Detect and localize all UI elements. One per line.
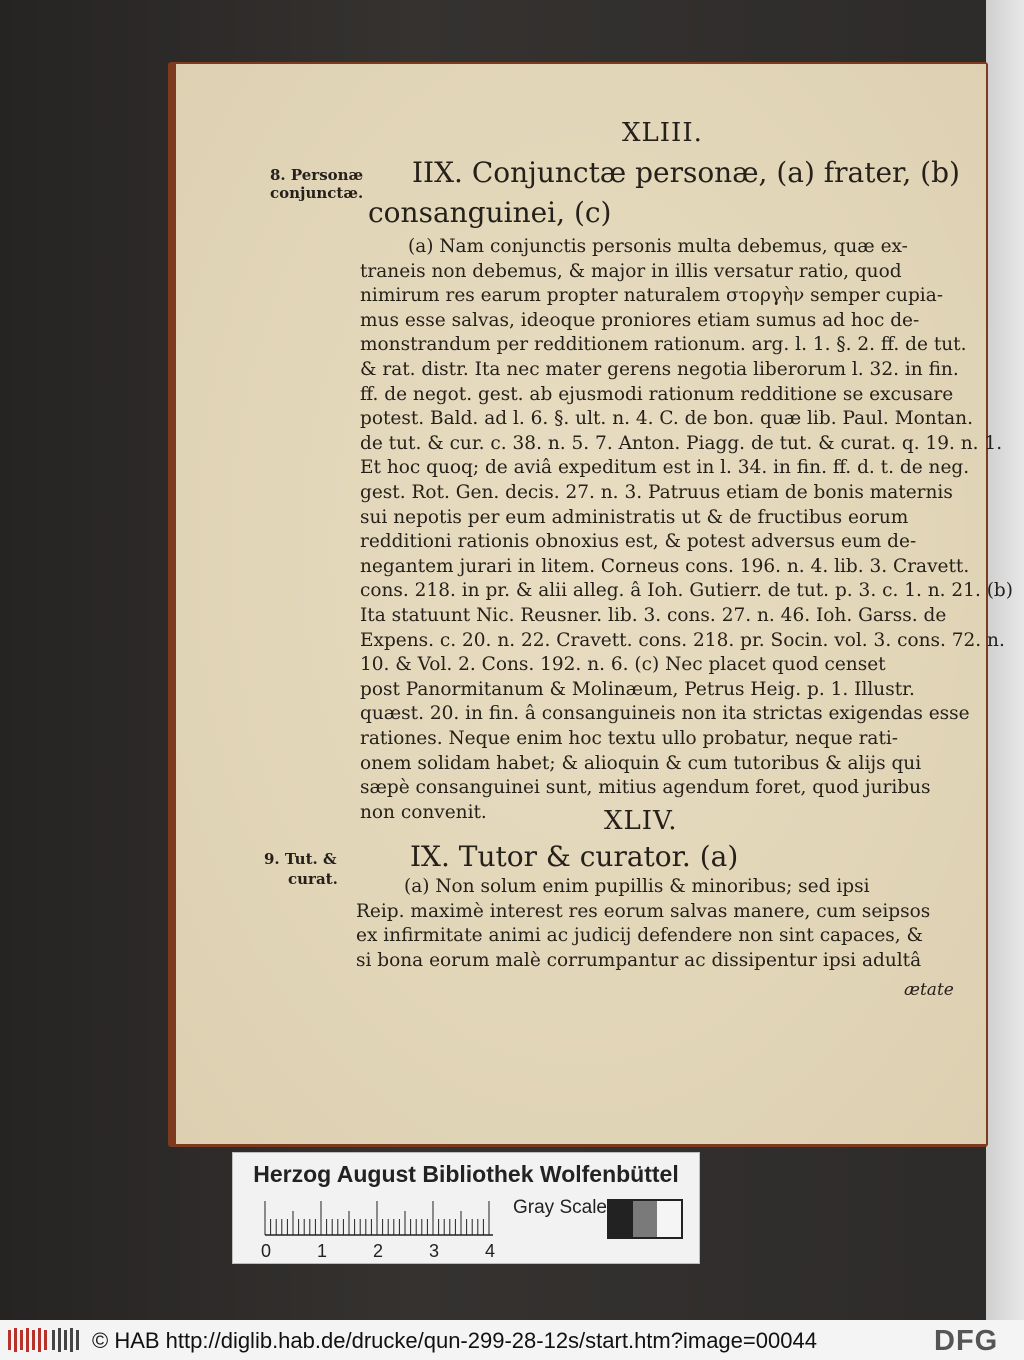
ruler-title: Herzog August Bibliothek Wolfenbüttel xyxy=(253,1161,679,1187)
body-line: potest. Bald. ad l. 6. §. ult. n. 4. C. de bon. quæ lib. Paul. Montan. xyxy=(360,408,973,430)
body-line: traneis non debemus, & major in illis versatur ratio, quod xyxy=(360,260,902,282)
body-line: si bona eorum malè corrumpantur ac dissipentur ipsi adultâ xyxy=(356,949,922,971)
scanner-edge xyxy=(986,0,1024,1320)
body-line: post Panormitanum & Molinæum, Petrus Heig. p. 1. Illustr. xyxy=(360,678,915,700)
body-line: rationes. Neque enim hoc textu ullo probatur, neque rati- xyxy=(360,728,899,749)
body-line: 10. & Vol. 2. Cons. 192. n. 6. (c) Nec placet quod censet xyxy=(360,654,886,676)
body-line: mus esse salvas, ideoque proniores etiam sumus ad hoc de- xyxy=(360,309,920,331)
ruler-number: 4 xyxy=(485,1241,496,1261)
body-line: de tut. & cur. c. 38. n. 5. 7. Anton. Piagg. de tut. & curat. q. 19. n. 1. xyxy=(360,432,1003,454)
ruler-number: 2 xyxy=(373,1241,384,1261)
gray-swatch xyxy=(609,1201,633,1237)
body-line: quæst. 20. in fin. â consanguineis non ita strictas exigendas esse xyxy=(360,703,970,725)
body-line: negantem jurari in litem. Corneus cons. 196. n. 4. lib. 3. Cravett. xyxy=(360,555,970,577)
margin-note-line: conjunctæ. xyxy=(270,184,364,202)
body-line: onem solidam habet; & alioquin & cum tutoribus & alijs qui xyxy=(360,752,922,774)
section-title: IX. Tutor & curator. (a) xyxy=(410,840,739,873)
copyright-link[interactable]: © HAB http://diglib.hab.de/drucke/qun-299-28-12s/start.htm?image=00044 xyxy=(92,1328,817,1353)
section-title: consanguinei, (c) xyxy=(368,196,612,229)
margin-note-line: 8. Personæ xyxy=(270,166,364,184)
gray-swatch xyxy=(657,1201,681,1237)
body-line: sæpè consanguinei sunt, mitius agendum foret, quod juribus xyxy=(360,777,931,799)
margin-note-line: 9. Tut. & xyxy=(264,850,337,868)
body-line: monstrandum per redditionem rationum. arg. l. 1. §. 2. ff. de tut. xyxy=(360,334,967,356)
body-line: (a) Nam conjunctis personis multa debemus, quæ ex- xyxy=(408,236,908,257)
section-number-xliv: XLIV. xyxy=(604,806,678,836)
color-ruler-card xyxy=(232,1152,700,1264)
section-title: IIX. Conjunctæ personæ, (a) frater, (b) xyxy=(412,156,960,189)
ruler-number: 3 xyxy=(429,1241,440,1261)
body-line: non convenit. xyxy=(360,801,487,823)
margin-note-line: curat. xyxy=(288,870,338,888)
ruler-number: 0 xyxy=(261,1241,272,1261)
body-line: nimirum res earum propter naturalem στοργὴν semper cupia- xyxy=(360,285,943,307)
body-line: ex infirmitate animi ac judicij defendere non sint capaces, & xyxy=(356,925,923,947)
gray-scale-label: Gray Scale xyxy=(513,1197,607,1218)
ruler-number: 1 xyxy=(317,1241,328,1261)
gray-scale-swatches xyxy=(607,1199,683,1239)
ruler-scale xyxy=(261,1199,501,1239)
dfg-logo: DFG xyxy=(934,1325,999,1357)
footer-bar xyxy=(0,1320,1024,1360)
body-line: gest. Rot. Gen. decis. 27. n. 3. Patruus etiam de bonis maternis xyxy=(360,482,953,503)
catchword: ætate xyxy=(904,980,954,1000)
body-line: Ita statuunt Nic. Reusner. lib. 3. cons. 27. n. 46. Ioh. Garss. de xyxy=(360,605,947,626)
book-page xyxy=(176,64,1013,1144)
body-line: Et hoc quoq; de aviâ expeditum est in l. 34. in fin. ff. d. t. de neg. xyxy=(360,457,970,479)
gray-swatch xyxy=(633,1201,657,1237)
body-line: cons. 218. in pr. & alii alleg. â Ioh. Gutierr. de tut. p. 3. c. 1. n. 21. (b) xyxy=(360,580,1013,602)
body-line: redditioni rationis obnoxius est, & potest adversus eum de- xyxy=(360,531,917,553)
body-line: (a) Non solum enim pupillis & minoribus; sed ipsi xyxy=(404,876,870,897)
body-line: sui nepotis per eum administratis ut & de fructibus eorum xyxy=(360,506,909,528)
body-line: ff. de negot. gest. ab ejusmodi rationum redditione se excusare xyxy=(360,383,954,405)
hab-logo-icon xyxy=(6,1326,86,1354)
body-line: & rat. distr. Ita nec mater gerens negotia liberorum l. 32. in fin. xyxy=(360,359,959,380)
section-number-xliii: XLIII. xyxy=(622,118,703,148)
body-line: Reip. maximè interest res eorum salvas manere, cum seipsos xyxy=(356,900,931,922)
body-line: Expens. c. 20. n. 22. Cravett. cons. 218. pr. Socin. vol. 3. cons. 72. n. xyxy=(360,629,1005,651)
